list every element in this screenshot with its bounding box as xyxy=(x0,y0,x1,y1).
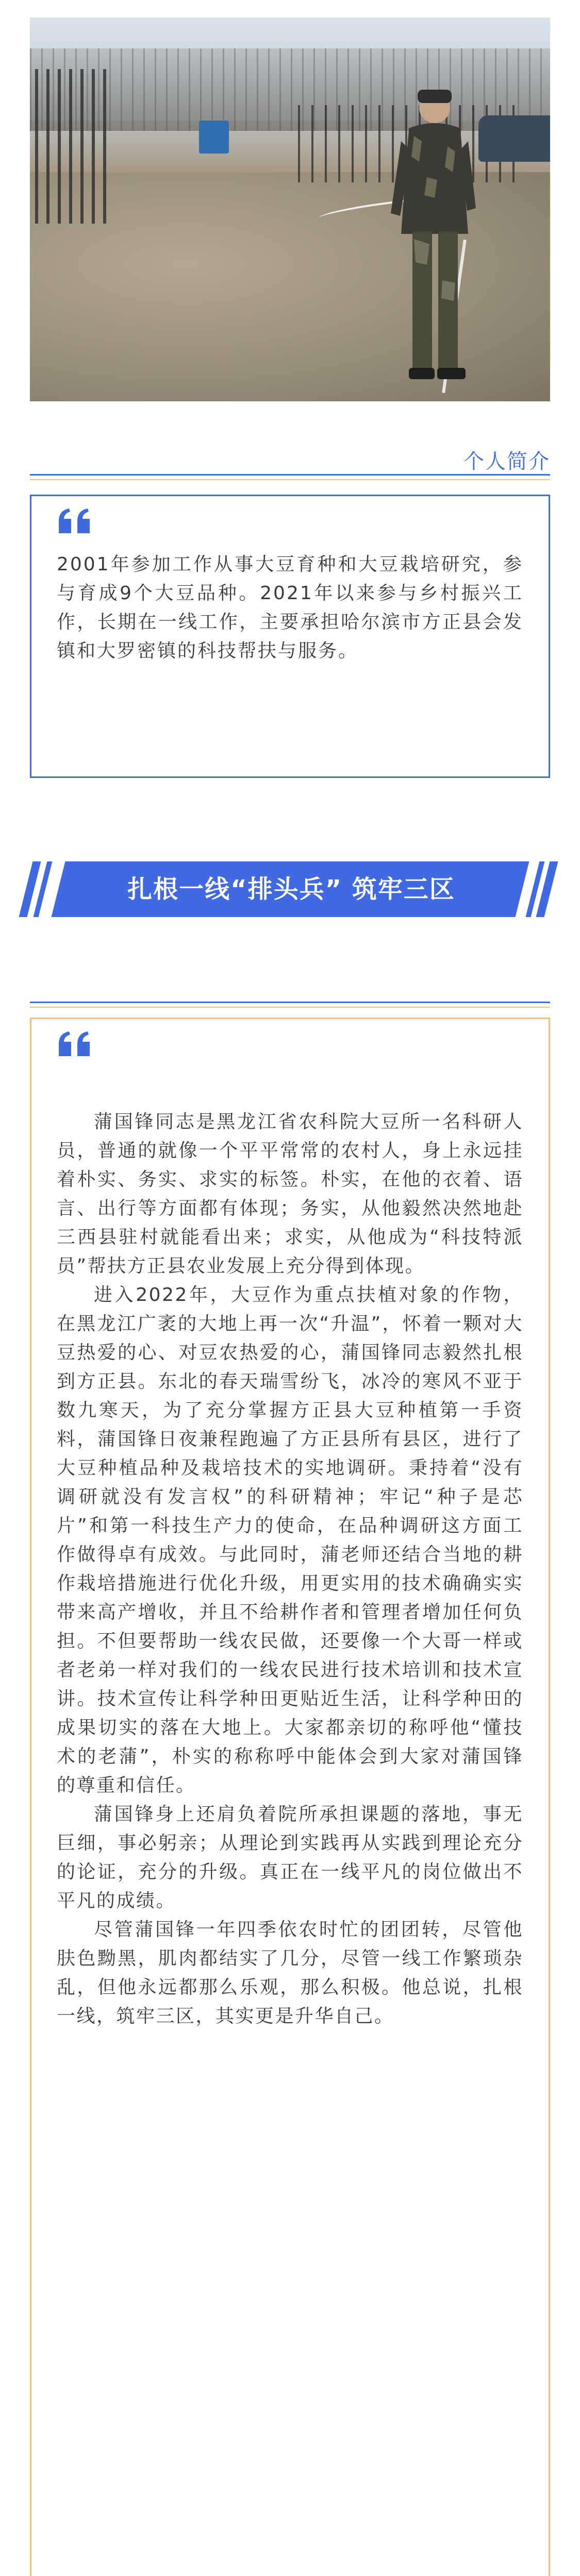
photo-gate xyxy=(35,69,107,224)
body-header-line-orange xyxy=(30,1007,550,1008)
photo-person xyxy=(391,84,478,388)
quote-icon-body xyxy=(57,1030,93,1057)
intro-header-line xyxy=(30,474,550,476)
field-photo xyxy=(30,18,550,401)
body-header-line xyxy=(30,1002,550,1003)
body-paragraph-3: 蒲国锋身上还肩负着院所承担课题的落地，事无巨细，事必躬亲；从理论到实践再从实践到理论充分的论证，充分的升级。真正在一线平凡的岗位做出不平凡的成绩。 xyxy=(57,1804,523,1911)
intro-header-line-orange xyxy=(30,479,550,480)
body-paragraph-1: 蒲国锋同志是黑龙江省农科院大豆所一名科研人员，普通的就像一个平平常常的农村人，身上永远挂着朴实、务实、求实的标签。朴实，在他的衣着、语言、出行等方面都有体现；务实，从他毅然决然地赴三西县驻村就能看出来；求实，从他成为“科技特派员”帮扶方正县农业发展上充分得到体现。 xyxy=(57,1111,523,1277)
intro-heading: 个人简介 xyxy=(463,450,550,473)
body-paragraph-2: 进入2022年，大豆作为重点扶植对象的作物，在黑龙江广袤的大地上再一次“升温”，怀着一颗对大豆热爱的心、对豆农热爱的心，蒲国锋同志毅然扎根到方正县。东北的春天瑞雪纷飞，冰冷的寒风不亚于数九寒天，为了充分掌握方正县大豆种植第一手资料，蒲国锋日夜兼程跑遍了方正县所有县区，进行了大豆种植品种及栽培技术的实地调研。秉持着“没有调研就没有发言权”的科研精神；牢记“种子是芯片”和第一科技生产力的使命，在品种调研这方面工作做得卓有成效。与此同时，蒲老师还结合当地的耕作栽培措施进行优化升级，用更实用的技术确确实实带来高产增收，并且不给耕作者和管理者增加任何负担。不但要帮助一线农民做，还要像一个大哥一样或者老弟一样对我们的一线农民进行技术培训和技术宣讲。技术宣传让科学种田更贴近生活，让科学种田的成果切实的落在大地上。大家都亲切的称呼他“懂技术的老蒲”，朴实的称称呼中能体会到大家对蒲国锋的尊重和信任。 xyxy=(57,1284,523,1796)
quote-icon xyxy=(57,507,93,534)
photo-trash-bin xyxy=(199,121,229,154)
body-paragraph-4: 尽管蒲国锋一年四季依农时忙的团团转，尽管他肤色黝黑，肌肉都结实了几分，尽管一线工作繁琐杂乱，但他永远都那么乐观，那么积极。他总说，扎根一线，筑牢三区，其实更是升华自己。 xyxy=(57,1919,523,2027)
photo-car xyxy=(478,115,550,162)
body-text xyxy=(57,1108,523,2031)
section-title: 扎根一线“排头兵” 筑牢三区 xyxy=(127,875,455,904)
intro-text: 2001年参加工作从事大豆育种和大豆栽培研究，参与育成9个大豆品种。2021年以来参与乡村振兴工作，长期在一线工作，主要承担哈尔滨市方正县会发镇和大罗密镇的科技帮扶与服务。 xyxy=(57,554,523,662)
